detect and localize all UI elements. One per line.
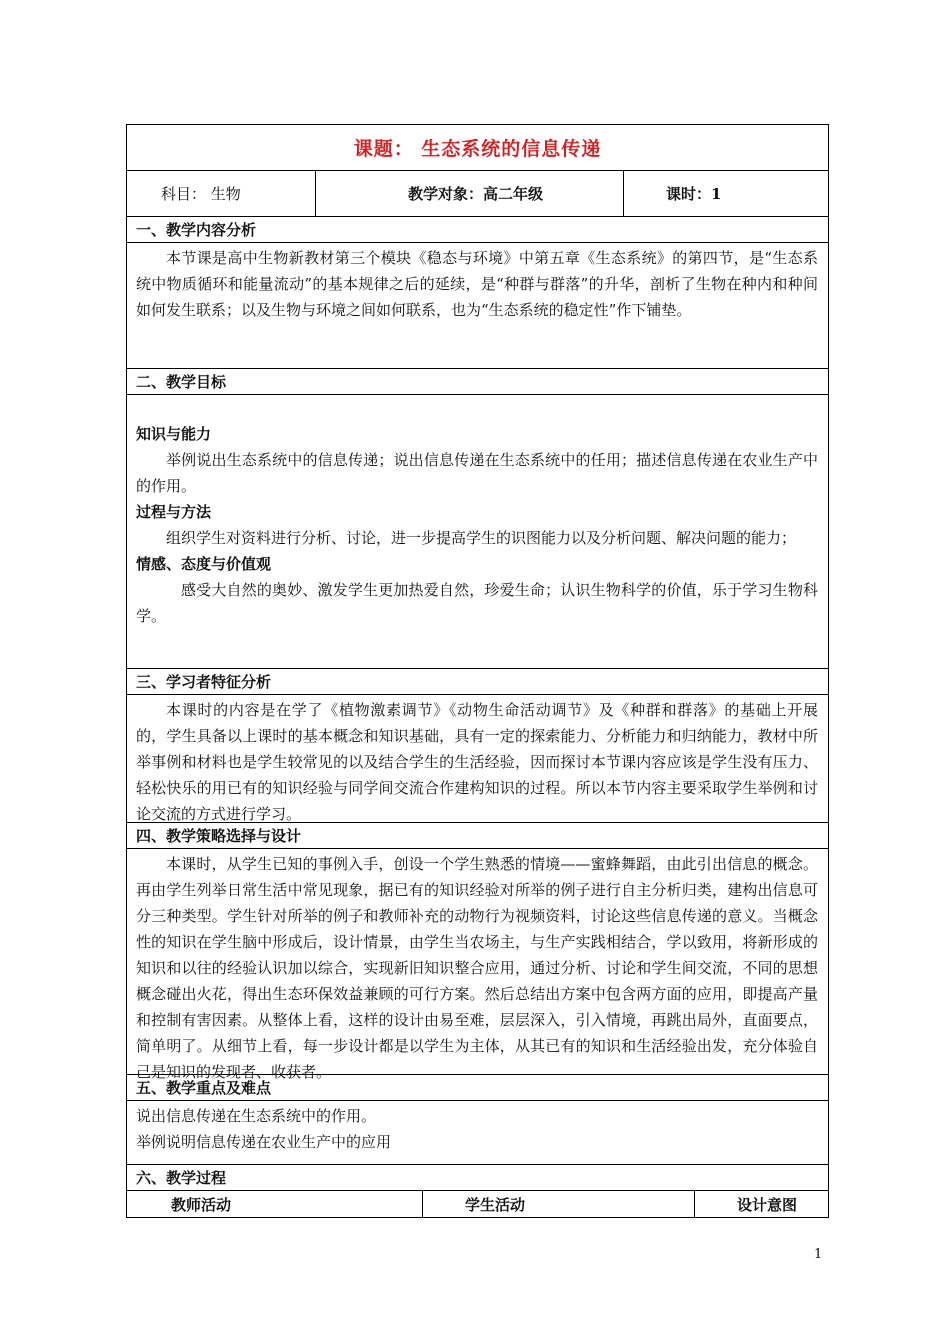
section-body-learner-analysis [127,695,828,823]
objective-process-title: 过程与方法 [136,503,212,521]
section-body-objectives [127,395,828,669]
section-body-content-analysis [127,243,828,369]
objective-knowledge-title: 知识与能力 [136,425,212,443]
audience-text: 教学对象：高二年级 [408,185,544,203]
key-point-2: 举例说明信息传递在农业生产中的应用 [136,1133,392,1151]
col-design-intent: 设计意图 [694,1191,828,1217]
lesson-plan-table [126,124,829,1218]
section-heading-learner-analysis: 三、学习者特征分析 [127,669,828,695]
key-point-1: 说出信息传递在生态系统中的作用。 [136,1107,377,1125]
process-table-header [127,1191,828,1217]
title-row [127,125,828,171]
section-body-key-points [127,1101,828,1165]
section-heading-key-points: 五、教学重点及难点 [127,1075,828,1101]
audience-cell [315,171,623,216]
section-heading-process: 六、教学过程 [127,1165,828,1191]
section-heading-content-analysis: 一、教学内容分析 [127,217,828,243]
page-number: 1 [814,1247,823,1262]
objective-emotion-title: 情感、态度与价值观 [136,555,272,573]
section-body-strategy [127,849,828,1081]
objective-process-text: 组织学生对资料进行分析、讨论，进一步提高学生的识图能力以及分析问题、解决问题的能力； [166,529,797,547]
subject-text: 科目： 生物 [161,185,241,203]
hours-cell [623,171,828,216]
hours-text: 课时：1 [666,185,722,203]
strategy-text: 本课时，从学生已知的事例入手，创设一个学生熟悉的情境——蜜蜂舞蹈，由此引出信息的概念。再由学生列举日常生活中常见现象，据已有的知识经验对所举的例子进行自主分析归类，建构出信息可分三种类型。学生针对所举的例子和教师补充的动物行为视频资料，讨论这些信息传递的意义。当概念性的知识在学生脑中形成后，设计情景，由学生当农场主，与生产实践相结合，学以致用，将新形成的知识和以往的经验认识加以综合，实现新旧知识整合应用，通过分析、讨论和学生间交流，不同的思想概念碰出火花，得出生态环保效益兼顾的可行方案。然后总结出方案中包含两方面的应用，即提高产量和控制有害因素。从整体上看，这样的设计由易至难，层层深入，引入情境，再跳出局外，直面要点，简单明了。从细节上看，每一步设计都是以学生为主体，从其已有的知识和生活经验出发，充分体验自己是知识的发现者、收获者。 [136,855,818,1081]
objective-knowledge-text: 举例说出生态系统中的信息传递；说出信息传递在生态系统中的任用；描述信息传递在农业生产中的作用。 [136,451,818,495]
col-teacher-activity: 教师活动 [171,1195,232,1214]
learner-analysis-text: 本课时的内容是在学了《植物激素调节》《动物生命活动调节》及《种群和群落》的基础上开展的，学生具备以上课时的基本概念和知识基础，具有一定的探索能力、分析能力和归纳能力，教材中所举事例和材料也是学生较常见的以及结合学生的生活经验，因而探讨本节课内容应该是学生没有压力、轻松快乐的用已有的知识经验与同学间交流合作建构知识的过程。所以本节内容主要采取学生举例和讨论交流的方式进行学习。 [136,701,818,823]
col-student-activity: 学生活动 [422,1191,694,1217]
meta-row [127,171,828,217]
subject-cell [127,171,315,216]
objective-emotion-text: 感受大自然的奥妙、激发学生更加热爱自然，珍爱生命；认识生物科学的价值，乐于学习生物科学。 [136,581,818,625]
section-heading-strategy: 四、教学策略选择与设计 [127,823,828,849]
lesson-title: 课题： 生态系统的信息传递 [353,138,602,160]
section-heading-objectives: 二、教学目标 [127,369,828,395]
content-analysis-text: 本节课是高中生物新教材第三个模块《稳态与环境》中第五章《生态系统》的第四节，是“生态系统中物质循环和能量流动”的基本规律之后的延续，是“种群与群落”的升华，剖析了生物在种内和种间如何发生联系；以及生物与环境之间如何联系，也为“生态系统的稳定性”作下铺垫。 [136,249,818,319]
